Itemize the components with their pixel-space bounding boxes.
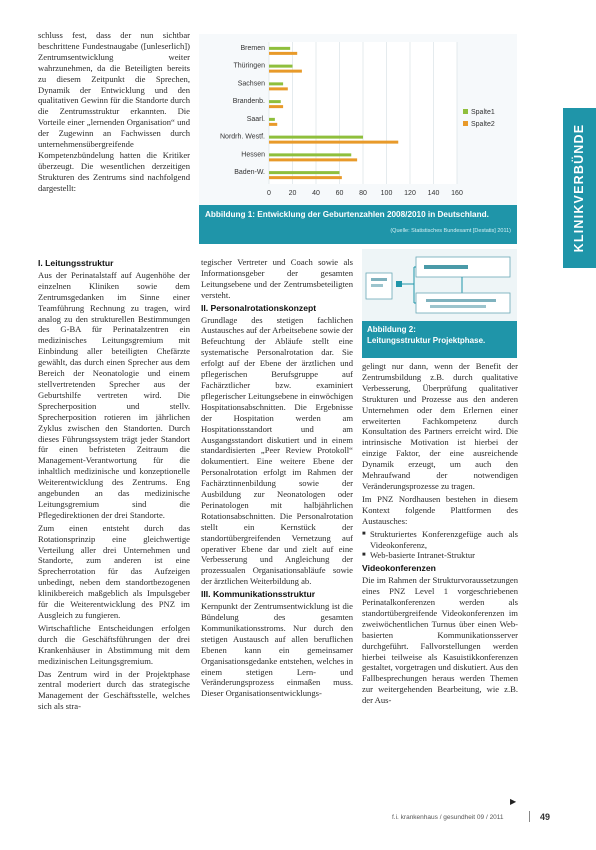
legend-label: Spalte1 (471, 109, 495, 116)
bar (269, 118, 275, 121)
legend-swatch (463, 109, 468, 114)
bar (269, 123, 277, 126)
diagram-bottom-box (416, 293, 510, 313)
middle-column (201, 257, 353, 701)
paragraph: Grundlage des stetigen fachlichen Austausches auf der Arbeitsebene sowie der Befeuchtung der Abläufe stellt eine systematische Personalrotation dar. Sie erfolgt auf der Ebene der ärztlichen und pflegerischen Berufsgruppe auf Fachärztlicher bzw. examiniert pflegerischer Leitungsebene in einwöchigen Hospitationsabschnitten. Die Ergebnisse der Hospitation werden am Hospitationsstandort und am Ausgangsstandort diskutiert und in einem standardisierten „Peer Review Protokoll“ dokumentiert. Eine weitere Ebene der Personalrotation erfolgt im Rahmen der Fachärztinnenbildung sowie der Ausbildung zur Neonatologen oder Perinatologen mit halbjährlichen Rotationsabschnitten. Die Personalrotation stellt ein Kernstück der standortübergreifenden Vernetzung auf operativer Ebene dar und zielt auf eine Verbesserung und Angleichung der prozessualen Organisationsabläufe sowie der ärztlichen Weiterbildung ab. (201, 314, 354, 587)
bullet-list (362, 529, 518, 562)
list-item: ■ Strukturiertes Konferenzgefüge auch als Videokonferenz, (362, 529, 518, 551)
bar (269, 52, 297, 55)
diagram-caption-title: Leitungsstruktur Projektphase. (367, 336, 486, 345)
diagram-left-label (371, 284, 383, 287)
x-tick-label: 120 (404, 190, 416, 197)
legend-label: Spalte2 (471, 121, 495, 128)
paragraph: Zum einen entsteht durch das Rotationsprinzip eine gleichwertige Verteilung aller drei Unternehmen und Standorte, zum anderen ist eine Sprecherrotation für das Aufzeigen unbedingt, neben dem standortbezogenen klinikbereich maßgeblich als Impulsgeber für die Weiterentwicklung des PNZ im Ausgleich zu fungieren. (38, 522, 190, 620)
footer-journal: f.i. krankenhaus / gesundheit 09 / 2011 (392, 814, 504, 821)
x-tick-label: 140 (427, 190, 440, 197)
section-heading: II. Personalrotationskonzept (201, 302, 317, 313)
bar (269, 70, 302, 73)
intro-column (38, 30, 190, 196)
x-tick-label: 60 (335, 190, 344, 197)
diagram-caption (362, 321, 517, 358)
diagram-top-label (424, 265, 468, 269)
chart-figure (199, 34, 517, 244)
bar (269, 153, 351, 156)
paragraph: Aus der Perinatalstaff auf Augenhöhe der einzelnen Kliniken sowie dem Zentrumsgedanken im Sinne einer Teamführung Rechnung zu tragen, wird analog zu den strukturellen Bestimmungen des G-BA für Perinatalzentren ein medizinisches Leitungsgremium mit Einbindung aller beteiligten Chefärzte gewählt, das durch einen Sprecher aus dem Bereich der Neonatologie und einem stellvertretenden Sprecher aus der Geburtshilfe vertreten wird. Die Sprecherposition und stellv. Sprecherposition rotieren im jährlichen Zyklus zwischen den Standorten. Durch dieses Führungssystem trägt jeder Standort für einen befristeten Zeitraum die Management-Verantwortung für die inhaltlich medizinische und konzeptionelle Weiterentwicklung des Zentrums. Eng angebunden an das medizinische Leitungsgremium sind die Pflegedirektionen der drei Standorte. (38, 269, 190, 520)
list-item: ■ Web-basierte Intranet-Struktur (362, 550, 518, 561)
left-column (38, 256, 190, 714)
bar (269, 65, 293, 68)
continue-arrow-icon: ▶ (510, 797, 517, 806)
y-tick-label: Hessen (241, 151, 265, 159)
bar (269, 87, 288, 90)
right-column (362, 361, 518, 708)
bar (269, 171, 340, 174)
y-tick-label: Sachsen (237, 80, 265, 88)
x-tick-label: 20 (288, 190, 297, 197)
bar (269, 82, 283, 85)
diagram-bottom-label (430, 305, 486, 308)
bar (269, 47, 290, 50)
page-number: 49 (540, 812, 551, 822)
bar-chart (199, 34, 517, 206)
y-tick-label: Nordrh. Westf. (220, 133, 265, 141)
bar (269, 158, 357, 161)
paragraph: Kernpunkt der Zentrumsentwicklung ist die Bündelung des gesamten Kommunikationsstroms. Nur durch den stetigen Austausch auf allen beruflichen Ebenen kann ein gemeinsamer Organisationsgedanke entstehen, welches in einem stetigen Lern- und Veränderungsprozess einmaßen muss. Dieser Organisationsentwicklungs- (201, 601, 353, 699)
chart-caption (199, 205, 517, 244)
section-heading: Videokonferenzen (362, 563, 436, 574)
section-heading: I. Leitungsstruktur (38, 258, 114, 268)
bar (269, 105, 283, 108)
diagram-connector (396, 281, 402, 287)
bar (269, 136, 363, 139)
y-tick-label: Baden-W. (234, 169, 265, 177)
side-banner-title: KLINIKVERBÜNDE (572, 123, 586, 253)
chart-title: Abbildung 1: Entwicklung der Geburtenzahlen 2008/2010 in Deutschland. (205, 210, 489, 219)
legend-swatch (463, 121, 468, 126)
diagram-graphic (362, 249, 517, 321)
diagram-left-label (371, 278, 387, 281)
footer-divider (529, 811, 530, 822)
diagram-bottom-label (426, 299, 496, 302)
diagram-caption-label: Abbildung 2: (367, 325, 416, 334)
x-tick-label: 40 (312, 190, 320, 197)
bar (269, 176, 342, 179)
paragraph: Im PNZ Nordhausen bestehen in diesem Kontext folgende Plattformen des Austausches: (362, 493, 518, 526)
x-tick-label: 0 (267, 190, 271, 197)
paragraph: gelingt nur dann, wenn der Benefit der Zentrumsbildung z.B. durch qualitative Verbesserung, Überprüfung qualitativer Strukturen und Prozesse aus den anderen Unternehmen oder dem Erlernen einer erweiterten Fachkompetenz durch Konsultation des Partners erreicht wird. Die intrinsische Motivation ist hierbei der einzige Faktor, der eine ausreichende Dynamik erzeugt, um auch den Mehraufwand der notwendigen Veränderungsprozesse zu tragen. (362, 361, 518, 491)
y-tick-label: Brandenb. (232, 98, 265, 106)
side-banner (563, 108, 596, 268)
paragraph: Das Zentrum wird in der Projektphase zentral moderiert durch das strategische Management der Geschäftsstelle, welches sich als stra- (38, 668, 190, 712)
paragraph: tegischer Vertreter und Coach sowie als Informationsgeber der gesamten Leitungsebene und der Zentrumsbeteiligten versteht. (201, 257, 353, 300)
paragraph: Die im Rahmen der Strukturvoraussetzungen eines PNZ Level 1 vorgeschriebenen Perinatalkonferenzen werden als standortübergreifende Videokonferenzen im zweiwöchentlichen Turnus über einen Web-basierten Kommunikationsserver durchgeführt. Fallvorstellungen werden hierbei teilweise als Kasuistikkonferenzen gestaltet, vorgetragen und diskutiert. Aus den Fallbesprechungen heraus werden Themen zur weitergehenden Bearbeitung, wie z.B. der Aus- (362, 575, 518, 706)
y-tick-label: Bremen (240, 44, 265, 52)
y-tick-label: Saarl. (246, 115, 265, 123)
chart-source: (Quelle: Statistisches Bundesamt [Destatis] 2011) (390, 228, 511, 234)
x-tick-label: 80 (359, 190, 367, 197)
intro-paragraph: schluss fest, dass der nun sichtbar beschrittene Fundestnaugabe ([unleserlich]) Zentrumsentwicklung weiter wahrzunehmen, da die Beteiligten bereits zu diesem Zeitpunkt die Sprechen, Dynamik der Entwicklung und den qualitativen Gewinn für die Standorte durch die Zentrumsstruktur erkannten. Die Vorteile einer „lernenden Organisation“ und der Zugewinn an Fachwissen durch unternehmensübergreifende Kompetenzbündelung hatten die Kritiker überzeugt. Die wesentlichen derzeitigen Strukturen des Zentrums sind nachfolgend dargestellt: (38, 30, 190, 193)
paragraph: Wirtschaftliche Entscheidungen erfolgen durch die Geschäftsführungen der drei Krankenhäuser in Abstimmung mit dem medizinischen Leitungsgremium. (38, 622, 190, 666)
x-tick-label: 100 (380, 190, 393, 197)
x-tick-label: 160 (451, 190, 463, 197)
bar (269, 100, 281, 103)
section-heading: III. Kommunikationsstruktur (201, 589, 316, 600)
bar (269, 141, 398, 144)
y-tick-label: Thüringen (233, 62, 265, 70)
